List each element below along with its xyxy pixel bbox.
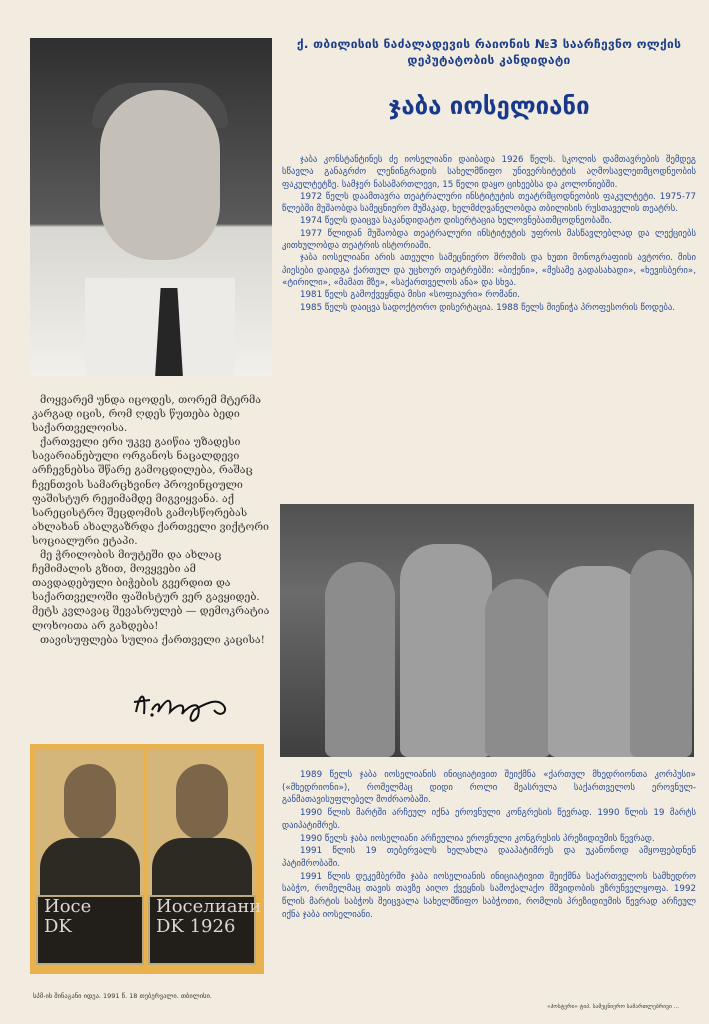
biography-bottom: [282, 769, 696, 921]
mugshot-board: [36, 895, 144, 965]
bio2-paragraph: 1990 წელს ჯაბა იოსელიანი არჩეულია ეროვნული კონგრესის პრეზიდიუმის წევრად.: [300, 833, 655, 844]
candidate-name: ჯაბა იოსელიანი: [388, 92, 590, 120]
appeal-paragraph: მოყვარემ უნდა იცოდეს, თორემ მტერმა კარგად იცის, რომ ღდეს წუთება ბედი საქართველოისა.: [32, 394, 261, 435]
signature-icon: [128, 684, 240, 726]
bio-paragraph: 1977 წლიდან მუშაობდა თეატრალური ინსტიტუტის უფროს მასწავლებლად და ლექციებს კითხულობდა თეატრის ისტორიაში.: [282, 228, 696, 252]
mugshot-board: [148, 895, 262, 965]
candidate-appeal: [32, 393, 274, 647]
bio2-paragraph: 1990 წლის მარტში არჩეულ იქნა ეროვნული კონგრესის წევრად. 1990 წლის 19 მარტს დაიპატიმრეს.: [282, 808, 696, 831]
mugshot-board-line: Иосе: [44, 896, 92, 917]
bio-paragraph: ჯაბა კონსტანტინეს ძე იოსელიანი დაიბადა 1926 წელს. სკოლის დამთავრების შემდეგ სწავლა განაგრძო ლენინგრადის სახელმწიფო უნივერსიტეტის აღმოსავლეთმცოდნეობის ფაკულტეტზე. სამჯერ ნასამართლევი, 15 წელი დაყო ციხეებსა და კოლონიებში.: [282, 155, 696, 190]
bio-paragraph: 1974 წელს დაიცვა საკანდიდატო დისერტაცია ხელოვნებათმცოდნეობაში.: [300, 216, 613, 227]
photo-figure: [548, 566, 643, 757]
mugshot-right: [148, 750, 262, 960]
bio-paragraph: 1981 წელს გამოქვეყნდა მისი «სოფიაური» რომანი.: [300, 290, 520, 301]
header-line-2: დეპუტატობის კანდიდატი: [407, 53, 571, 67]
mugshot-left: [36, 750, 144, 960]
bio2-paragraph: 1991 წლის 19 თებერვალს ხელახლა დააპატიმრეს და უკანონოდ ამყოფებდნენ პატიმრობაში.: [282, 846, 696, 869]
photo-figure: [630, 550, 692, 757]
bio-paragraph: 1972 წელს დაამთავრა თეატრალური ინსტიტუტის თეატრმცოდნეობის ფაკულტეტი. 1975-77 წლებში მუშაობდა სამეცნიერო მუშაკად, ხელმძღვანელობდა თბილისის რუსთაველის თეატრს.: [282, 191, 696, 215]
photo-figure: [325, 562, 395, 757]
mugshot-board-line: Иоселиани: [156, 896, 262, 917]
group-photo: [280, 504, 694, 757]
poster-header: [280, 36, 698, 68]
mugshot-face: [64, 764, 116, 840]
header-line-1: ქ. თბილისის ნაძალადევის რაიონის №3 საარჩევნო ოლქის: [296, 37, 682, 51]
footer-right: «პოსტერი» ტიპ. სამეცნიერო სამართლებრივი ...: [547, 1004, 679, 1010]
biography-top: [282, 154, 696, 314]
footer-left: სპმ-ის შინაგანი იდეა. 1991 წ. 18 თებერვალი. თბილისი.: [33, 992, 212, 1000]
bio-paragraph: ჯაბა იოსელიანი არის ათეული სამეცნიერო შრომის და ხუთი მონოგრაფიის ავტორი. მისი პიესები დაიდგა ქართულ და უცხოურ თეატრებში: «ბიქენი», «მესამე გადასახადი», «ხევისბერი», «ტირილი», «მამათ მზე», «საქართველოს ანა» და სხვა.: [282, 253, 696, 288]
mugshot-board-line: DK: [44, 916, 72, 937]
portrait-face: [100, 90, 220, 260]
appeal-paragraph: ქართველი ერი უკვე გაიწია უზადესი სავარიანებული ორგანოს ნაცალდევი არჩევნებსა შწარე გამოცდილება, რაშაც ჩვენთვის სამარცხვინო პროვინციული ფაშისტურ რეჟიმამდე მიგვიყვანა. აქ სარეცისტრო შეცდომის გამოსწორებას ახლახან ახალგაზრდა ქართველი ვიქტორი სოციალური ეტაპი.: [32, 436, 269, 547]
appeal-paragraph: მე ჭრილობის მიუტეში და ახლაც ჩემიმალის გზით, მოვყვები ამ თავდადებული ბიჭების გვერდით და საქართველოში ფაშისტურ ვერ გავყიდებ. მეტს კვლავაც შევასრულებ — დემოკრატია ლოხოითა არ გახდება!: [32, 549, 270, 632]
mugshot-photos: [30, 744, 264, 974]
appeal-paragraph: თავისუფლება სულია ქართველი კაცისა!: [40, 633, 265, 646]
photo-figure: [485, 579, 551, 757]
portrait-photo: [30, 38, 272, 376]
bio2-paragraph: 1991 წლის დეკემბერში ჯაბა იოსელიანის ინიციატივით შეიქმნა საქართველოს სამხედრო საბჭო, რომელმაც თავის თავზე აიღო ქვეყნის სამოქალაქო მშვიდობის უზრუნველყოფა. 1992 წლის მარტის საბჭოს შეიცვალა სახელმწიფო საბჭოთი, რომლის პრეზიდიუმის წევრად არჩეულ იქნა ჯაბა იოსელიანი.: [282, 871, 696, 920]
mugshot-board-line: DK 1926: [156, 916, 236, 937]
photo-figure: [400, 544, 492, 757]
bio2-paragraph: 1989 წელს ჯაბა იოსელიანის ინიციატივით შეიქმნა «ქართულ მხედრიონთა კორპუსი» («მხედრიონი»), რომელმაც დიდი როლი შეასრულა საქართველოს ეროვნულ-განმათავისუფლებელ მოძრაობაში.: [282, 770, 696, 806]
bio-paragraph: 1985 წელს დაიცვა სადოქტორო დისერტაცია. 1988 წელს მიენიჭა პროფესორის წოდება.: [300, 302, 676, 313]
mugshot-face: [176, 764, 228, 840]
